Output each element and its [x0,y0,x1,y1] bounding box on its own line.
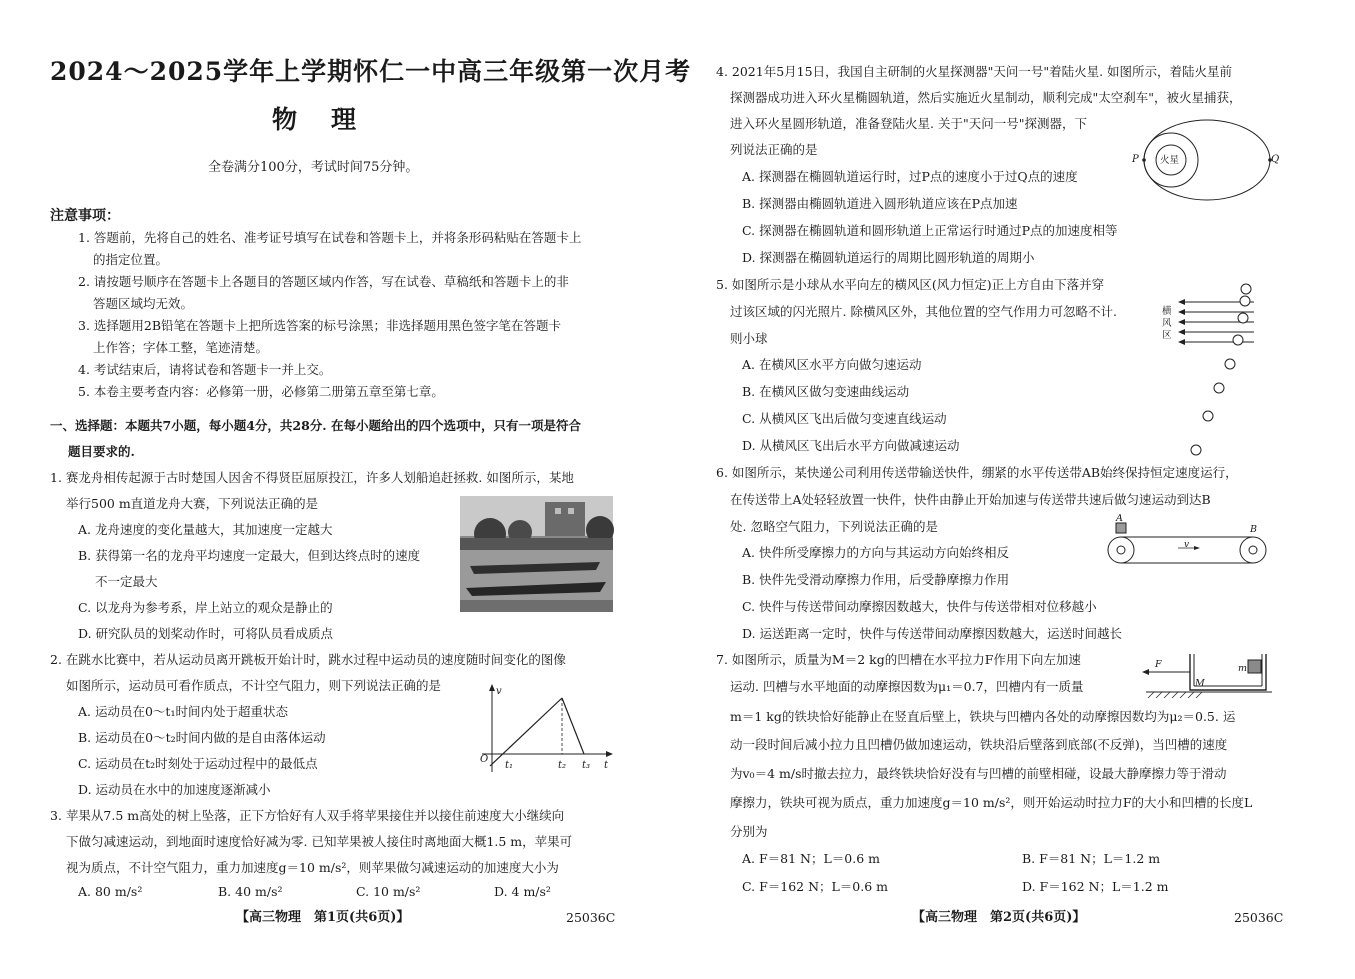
note-line: 2. 请按题号顺序在答题卡上各题目的答题区域内作答，写在试卷、草稿纸和答题卡上的非 [78,274,569,289]
q7-stem: 7. 如图所示，质量为M＝2 kg的凹槽在水平拉力F作用下向左加速 [716,652,1081,667]
graph-origin: O [480,754,489,765]
notes-heading: 注意事项： [50,208,120,224]
q4-stem-cont: 列说法正确的是 [730,142,818,157]
crosswind-label-1: 横 [1162,306,1172,317]
q3-option-d: D. 4 m/s² [494,884,551,899]
q5-option-c: C. 从横风区飞出后做匀变速直线运动 [742,411,947,426]
graph-t2: t₂ [558,760,567,771]
q2-option-b: B. 运动员在0～t₂时间内做的是自由落体运动 [78,730,326,745]
exam-code: 25036C [1234,910,1284,925]
q7-option-a: A. F＝81 N；L＝0.6 m [742,851,880,866]
graph-axis-t: t [604,760,609,771]
q4-option-b: B. 探测器由椭圆轨道进入圆形轨道应该在P点加速 [742,196,1018,211]
q1-option-b: B. 获得第一名的龙舟平均速度一定最大，但到达终点时的速度 [78,548,421,563]
q5-option-b: B. 在横风区做匀变速曲线运动 [742,384,910,399]
q4-stem-cont: 进入环火星圆形轨道，准备登陆火星. 关于"天问一号"探测器，下 [730,116,1087,131]
q7-stem-cont: m＝1 kg的铁块恰好能静止在竖直后壁上，铁块与凹槽内各处的动摩擦因数均为μ₂＝0.5. 运 [730,709,1236,724]
q6-stem: 6. 如图所示，某快递公司利用传送带输送快件，绷紧的水平传送带AB始终保持恒定速度运行， [716,465,1238,480]
graph-axis-v: v [496,686,502,697]
q6-option-a: A. 快件所受摩擦力的方向与其运动方向始终相反 [742,545,1009,560]
q2-option-a: A. 运动员在0～t₁时间内处于超重状态 [78,704,288,719]
belt-end-a: A [1116,513,1123,524]
q6-stem-cont: 在传送带上A处轻轻放置一快件，快件由静止开始加速与传送带共速后做匀速运动到达B [730,492,1211,507]
groove-m-label: M [1195,678,1205,689]
q2-stem-cont: 如图所示，运动员可看作质点，不计空气阻力，则下列说法正确的是 [66,678,442,693]
q4-stem-cont: 探测器成功进入环火星椭圆轨道，然后实施近火星制动，顺利完成"太空刹车"，被火星捕获， [730,90,1242,105]
section-heading-cont: 题目要求的. [68,444,135,459]
q4-option-c: C. 探测器在椭圆轨道和圆形轨道上正常运行时通过P点的加速度相等 [742,223,1118,238]
q3-stem-cont: 视为质点，不计空气阻力，重力加速度g＝10 m/s²，则苹果做匀减速运动的加速度大小为 [66,860,559,875]
q7-option-d: D. F＝162 N；L＝1.2 m [1022,879,1169,894]
mars-label: 火星 [1160,155,1180,166]
q7-stem-cont: 摩擦力，铁块可视为质点，重力加速度g＝10 m/s²，则开始运动时拉力F的大小和凹槽的长度L [730,795,1253,810]
q1-option-d: D. 研究队员的划桨动作时，可将队员看成质点 [78,626,334,641]
q7-stem-cont: 动一段时间后减小拉力且凹槽仍做加速运动，铁块沿后壁落到底部(不反弹)，当凹槽的速度 [730,737,1228,752]
q2-option-c: C. 运动员在t₂时刻处于运动过程中的最低点 [78,756,318,771]
q7-stem-cont: 为v₀＝4 m/s时撤去拉力，最终铁块恰好没有与凹槽的前壁相碰，设最大静摩擦力等于滑动 [730,766,1227,781]
q2-option-d: D. 运动员在水中的加速度逐渐减小 [78,782,271,797]
q7-stem-cont: 分别为 [730,824,768,839]
crosswind-ball-diagram [1176,280,1258,460]
graph-t1: t₁ [505,760,514,771]
q1-option-a: A. 龙舟速度的变化量越大，其加速度一定越大 [78,522,333,537]
block-m-label: m [1238,663,1248,674]
q5-option-a: A. 在横风区水平方向做匀速运动 [742,357,922,372]
note-line: 的指定位置。 [93,252,169,267]
q6-stem-cont: 处. 忽略空气阻力，下列说法正确的是 [730,519,938,534]
q5-stem-cont: 过该区域的闪光照片. 除横风区外，其他位置的空气作用力可忽略不计. [730,304,1117,319]
q1-stem-cont: 举行500 m直道龙舟大赛，下列说法正确的是 [66,496,319,511]
q1-stem: 1. 赛龙舟相传起源于古时楚国人因舍不得贤臣屈原投江，许多人划船追赶拯救. 如图所示，某地 [50,470,574,485]
q3-option-a: A. 80 m/s² [78,884,143,899]
note-line: 5. 本卷主要考查内容：必修第一册，必修第二册第五章至第七章。 [78,384,444,399]
crosswind-label-2: 风 [1162,318,1172,329]
crosswind-label-3: 区 [1162,330,1172,341]
subject-title: 物理 [272,105,391,134]
q3-option-b: B. 40 m/s² [218,884,283,899]
section-heading: 一、选择题：本题共7小题，每小题4分，共28分. 在每小题给出的四个选项中，只有一项是符合 [50,418,581,433]
q4-stem: 4. 2021年5月15日，我国自主研制的火星探测器"天问一号"着陆火星. 如图所示，着陆火星前 [716,64,1233,79]
exam-title: 2024～2025学年上学期怀仁一中高三年级第一次月考 [50,57,692,86]
q3-stem: 3. 苹果从7.5 m高处的树上坠落，正下方恰好有人双手将苹果接住并以接住前速度大小继续向 [50,808,565,823]
note-line: 上作答；字体工整，笔迹清楚。 [93,340,269,355]
q7-option-c: C. F＝162 N；L＝0.6 m [742,879,889,894]
exam-page-2 [680,0,1355,979]
note-line: 4. 考试结束后，请将试卷和答题卡一并上交。 [78,362,332,377]
q5-stem-cont: 则小球 [730,331,768,346]
q7-stem-cont: 运动. 凹槽与水平地面的动摩擦因数为μ₁＝0.7，凹槽内有一质量 [730,679,1084,694]
q6-option-b: B. 快件先受滑动摩擦力作用，后受静摩擦力作用 [742,572,1010,587]
full-marks-note: 全卷满分100分，考试时间75分钟。 [208,160,419,175]
note-line: 答题区域均无效。 [93,296,194,311]
q4-option-a: A. 探测器在椭圆轨道运行时，过P点的速度小于过Q点的速度 [742,169,1078,184]
orbit-point-q: Q [1271,154,1280,165]
note-line: 1. 答题前，先将自己的姓名、准考证号填写在试卷和答题卡上，并将条形码粘贴在答题卡上 [78,230,582,245]
belt-velocity: v [1184,540,1190,550]
graph-t3: t₃ [582,760,591,771]
belt-end-b: B [1250,524,1257,535]
page-footer: 【高三物理 第1页(共6页)】 [236,910,410,925]
q7-option-b: B. F＝81 N；L＝1.2 m [1022,851,1161,866]
page-footer: 【高三物理 第2页(共6页)】 [912,910,1086,925]
q4-option-d: D. 探测器在椭圆轨道运行的周期比圆形轨道的周期小 [742,250,1035,265]
q2-stem: 2. 在跳水比赛中，若从运动员离开跳板开始计时，跳水过程中运动员的速度随时间变化的图像 [50,652,566,667]
q6-option-d: D. 运送距离一定时，快件与传送带间动摩擦因数越大，运送时间越长 [742,626,1123,641]
orbit-point-p: P [1132,154,1139,165]
force-f-label: F [1155,659,1162,670]
q3-stem-cont: 下做匀减速运动，到地面时速度恰好减为零. 已知苹果被人接住时离地面大概1.5 m，苹果可 [66,834,573,849]
note-line: 3. 选择题用2B铅笔在答题卡上把所选答案的标号涂黑；非选择题用黑色签字笔在答题卡 [78,318,562,333]
q5-stem: 5. 如图所示是小球从水平向左的横风区(风力恒定)正上方自由下落并穿 [716,277,1105,292]
mars-orbit-diagram [1137,118,1267,204]
q1-option-c: C. 以龙舟为参考系，岸上站立的观众是静止的 [78,600,333,615]
exam-code: 25036C [566,910,616,925]
dragon-boat-photo [460,496,613,612]
q5-option-d: D. 从横风区飞出后水平方向做减速运动 [742,438,960,453]
q1-option-b-cont: 不一定最大 [95,574,158,589]
q3-option-c: C. 10 m/s² [356,884,421,899]
q6-option-c: C. 快件与传送带间动摩擦因数越大，快件与传送带相对位移越小 [742,599,1097,614]
